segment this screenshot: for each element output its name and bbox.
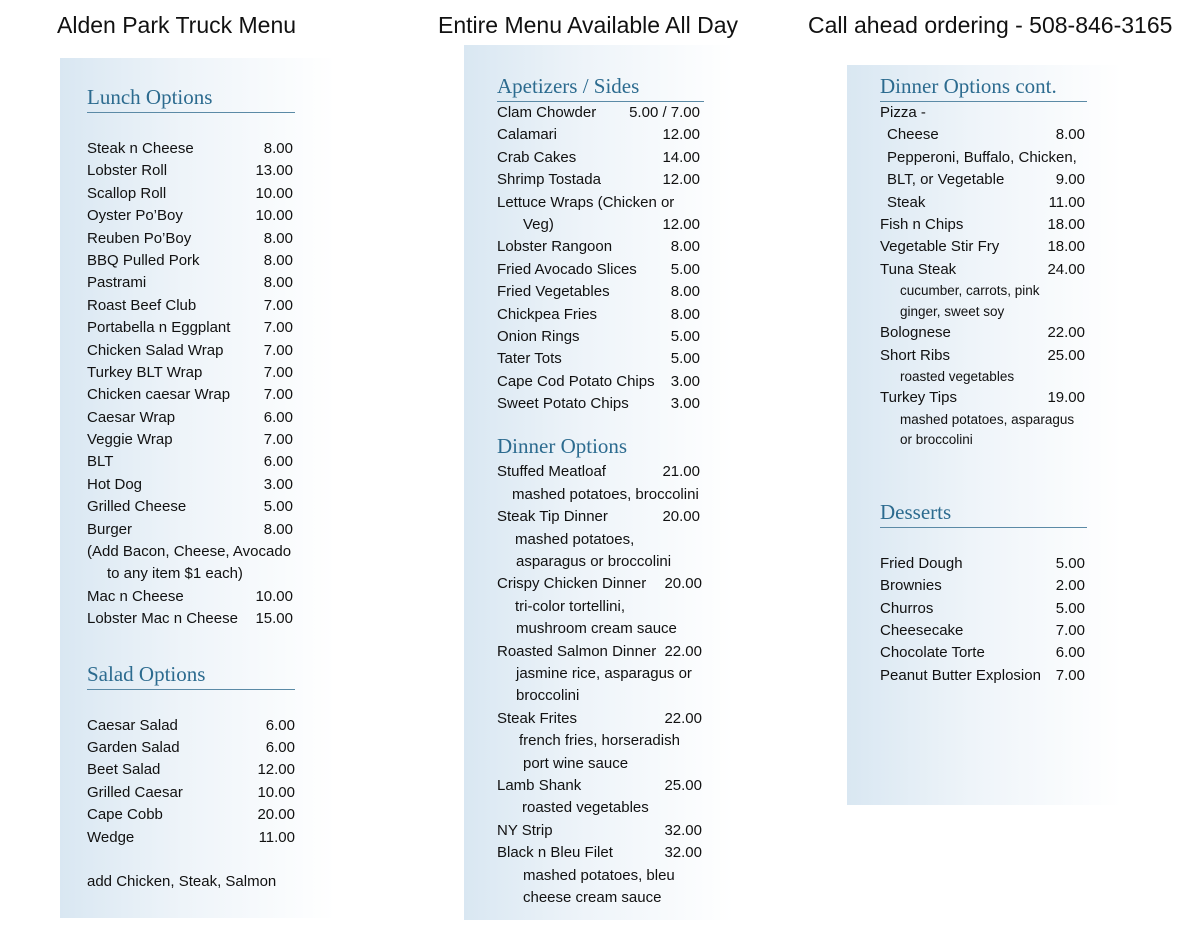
item-price: 8.00 xyxy=(263,520,293,538)
item-name: Cheesecake xyxy=(880,621,964,639)
menu-item xyxy=(87,827,295,849)
menu-item xyxy=(497,304,704,326)
item-price: 6.00 xyxy=(1055,644,1085,662)
salad-addon-note: add Chicken, Steak, Salmon xyxy=(87,872,277,890)
menu-item xyxy=(87,295,295,317)
column-center xyxy=(497,73,704,909)
item-name: Brownies xyxy=(880,577,942,595)
dinner-options-heading: Dinner Options xyxy=(497,434,628,459)
item-price: 11.00 xyxy=(1048,193,1085,211)
menu-item xyxy=(497,259,704,281)
menu-item xyxy=(497,124,704,146)
item-name: Shrimp Tostada xyxy=(497,171,601,189)
item-price: 5.00 xyxy=(670,350,700,368)
item-price: 10.00 xyxy=(255,184,293,202)
menu-item xyxy=(87,496,295,518)
item-price: 3.00 xyxy=(670,372,700,390)
item-name: Scallop Roll xyxy=(87,184,167,202)
item-description: jasmine rice, asparagus or xyxy=(516,664,692,682)
item-name: Turkey Tips xyxy=(880,389,957,407)
item-name: BBQ Pulled Pork xyxy=(87,251,200,269)
item-name: Grilled Cheese xyxy=(87,498,187,516)
menu-item xyxy=(497,169,704,191)
menu-item xyxy=(497,506,704,528)
item-price: 8.00 xyxy=(263,229,293,247)
item-description: mushroom cream sauce xyxy=(516,620,677,638)
item-name: Pastrami xyxy=(87,274,147,292)
menu-item xyxy=(880,322,1087,344)
item-description: roasted vegetables xyxy=(522,799,649,817)
lettuce-wraps-price: 12.00 xyxy=(662,215,700,233)
menu-item xyxy=(87,429,295,451)
item-price: 5.00 xyxy=(1055,599,1085,617)
item-name: Tater Tots xyxy=(497,350,562,368)
column-left xyxy=(87,84,295,893)
item-name: Lobster Mac n Cheese xyxy=(87,610,238,628)
menu-item xyxy=(497,236,704,258)
menu-item xyxy=(497,348,704,370)
menu-item xyxy=(497,281,704,303)
menu-item xyxy=(880,620,1087,642)
item-price: 9.00 xyxy=(1055,171,1085,189)
item-description: roasted vegetables xyxy=(900,368,1015,384)
lunch-options-heading: Lunch Options xyxy=(87,84,295,113)
item-name: Peanut Butter Explosion xyxy=(880,666,1041,684)
menu-item xyxy=(87,317,295,339)
item-name: Chicken Salad Wrap xyxy=(87,341,224,359)
item-price: 8.00 xyxy=(1055,126,1085,144)
item-description: asparagus or broccolini xyxy=(516,553,672,571)
menu-item xyxy=(87,362,295,384)
item-description: mashed potatoes, asparagus xyxy=(900,411,1075,427)
item-name: Steak xyxy=(887,193,926,211)
item-name: Onion Rings xyxy=(497,327,580,345)
menu-item xyxy=(87,451,295,473)
column-right xyxy=(880,73,1087,687)
item-price: 19.00 xyxy=(1047,389,1085,407)
menu-item xyxy=(87,272,295,294)
item-description: mashed potatoes, bleu xyxy=(523,866,675,884)
item-name: BLT, or Vegetable xyxy=(887,171,1005,189)
item-price: 5.00 xyxy=(670,327,700,345)
item-price: 15.00 xyxy=(255,610,293,628)
item-price: 22.00 xyxy=(664,709,702,727)
item-price: 20.00 xyxy=(257,806,295,824)
item-price: 5.00 xyxy=(263,498,293,516)
menu-item xyxy=(87,205,295,227)
item-name: Mac n Cheese xyxy=(87,587,184,605)
item-name: Portabella n Eggplant xyxy=(87,319,231,337)
menu-item xyxy=(497,371,704,393)
item-price: 8.00 xyxy=(670,305,700,323)
item-name: Wedge xyxy=(87,828,135,846)
item-name: Crispy Chicken Dinner xyxy=(497,575,647,593)
dinner-cont-items-list xyxy=(880,102,1087,451)
menu-title: Alden Park Truck Menu xyxy=(57,12,297,38)
item-name: Steak Tip Dinner xyxy=(497,508,608,526)
item-price: 10.00 xyxy=(255,207,293,225)
item-name: Crab Cakes xyxy=(497,148,577,166)
item-price: 25.00 xyxy=(1047,346,1085,364)
item-name: Veggie Wrap xyxy=(87,431,173,449)
item-name: Bolognese xyxy=(880,324,951,342)
item-name: Chicken caesar Wrap xyxy=(87,386,231,404)
item-name: Short Ribs xyxy=(880,346,951,364)
item-name: Roasted Salmon Dinner xyxy=(497,642,657,660)
item-name: Caesar Wrap xyxy=(87,408,176,426)
menu-item xyxy=(87,586,295,608)
item-name: Cheese xyxy=(887,126,939,144)
item-price: 8.00 xyxy=(263,140,293,157)
menu-item xyxy=(880,345,1087,367)
item-price: 13.00 xyxy=(255,162,293,180)
item-name: Fried Vegetables xyxy=(497,283,610,301)
menu-item xyxy=(880,102,1087,124)
item-price: 18.00 xyxy=(1047,215,1085,233)
item-price: 21.00 xyxy=(662,463,700,481)
item-price: 32.00 xyxy=(664,844,702,862)
menu-item xyxy=(87,519,295,541)
item-price: 12.00 xyxy=(662,171,700,189)
item-name: Fish n Chips xyxy=(880,215,964,233)
item-price: 12.00 xyxy=(662,126,700,144)
menu-item xyxy=(880,598,1087,620)
menu-item xyxy=(497,708,704,730)
item-price: 5.00 / 7.00 xyxy=(629,104,700,121)
menu-item xyxy=(87,183,295,205)
item-name: Lamb Shank xyxy=(497,776,582,794)
item-description: cheese cream sauce xyxy=(523,888,662,906)
menu-item xyxy=(880,236,1087,258)
item-price: 7.00 xyxy=(263,386,293,404)
menu-item xyxy=(880,665,1087,687)
item-description: french fries, horseradish xyxy=(519,732,680,750)
item-name: Oyster Po’Boy xyxy=(87,207,183,225)
item-price: 22.00 xyxy=(1047,324,1085,342)
item-price: 6.00 xyxy=(265,716,295,734)
item-description: ginger, sweet soy xyxy=(900,303,1005,319)
item-price: 8.00 xyxy=(670,238,700,256)
dinner-cont-heading: Dinner Options cont. xyxy=(880,73,1087,102)
item-name: Fried Dough xyxy=(880,554,963,572)
item-price: 7.00 xyxy=(1055,666,1085,684)
menu-item xyxy=(87,138,295,160)
item-price: 32.00 xyxy=(664,821,702,839)
menu-item xyxy=(880,575,1087,597)
menu-item xyxy=(87,340,295,362)
item-price: 3.00 xyxy=(670,395,700,413)
item-price: 10.00 xyxy=(255,587,293,605)
item-name: Calamari xyxy=(497,126,558,144)
menu-item xyxy=(497,775,704,797)
menu-item xyxy=(497,393,704,415)
item-name: Hot Dog xyxy=(87,475,143,493)
item-price: 7.00 xyxy=(263,341,293,359)
menu-item xyxy=(87,228,295,250)
menu-item xyxy=(87,474,295,496)
menu-item xyxy=(880,124,1087,146)
item-price: 10.00 xyxy=(257,783,295,801)
item-name: Chickpea Fries xyxy=(497,305,598,323)
item-price: 6.00 xyxy=(263,408,293,426)
item-name: Cape Cobb xyxy=(87,806,163,824)
menu-item xyxy=(880,642,1087,664)
item-price: 7.00 xyxy=(263,431,293,449)
menu-item xyxy=(880,553,1087,575)
item-price: 25.00 xyxy=(664,776,702,794)
item-price: 2.00 xyxy=(1055,577,1085,595)
menu-item xyxy=(87,407,295,429)
item-name: Garden Salad xyxy=(87,738,180,756)
item-name: Caesar Salad xyxy=(87,716,178,734)
menu-item xyxy=(87,759,295,781)
menu-item xyxy=(87,160,295,182)
item-price: 8.00 xyxy=(670,283,700,301)
menu-item xyxy=(880,259,1087,281)
menu-item xyxy=(880,169,1087,191)
dessert-items-list xyxy=(880,553,1087,687)
item-name: Lobster Roll xyxy=(87,162,168,180)
lunch-addon-note: (Add Bacon, Cheese, Avocado xyxy=(87,543,292,561)
item-name: Fried Avocado Slices xyxy=(497,260,637,278)
item-description: mashed potatoes, xyxy=(515,530,635,548)
item-price: 5.00 xyxy=(670,260,700,278)
menu-item xyxy=(87,250,295,272)
item-price: 24.00 xyxy=(1047,260,1085,278)
salad-options-heading: Salad Options xyxy=(87,661,295,690)
item-name: Grilled Caesar xyxy=(87,783,183,801)
item-price: 7.00 xyxy=(1055,621,1085,639)
item-name: Steak n Cheese xyxy=(87,140,194,157)
menu-item xyxy=(880,214,1087,236)
item-name: Sweet Potato Chips xyxy=(497,395,629,413)
lettuce-wraps-name-2: Veg) xyxy=(523,215,554,233)
item-name: Clam Chowder xyxy=(497,104,597,121)
item-name: NY Strip xyxy=(497,821,553,839)
item-description: mashed potatoes, broccolini xyxy=(512,485,699,503)
item-price: 6.00 xyxy=(263,453,293,471)
item-price: 8.00 xyxy=(263,251,293,269)
item-name: Lobster Rangoon xyxy=(497,238,613,256)
item-name: Pizza - xyxy=(880,104,926,121)
item-price: 7.00 xyxy=(263,319,293,337)
lettuce-wraps-item xyxy=(497,214,704,236)
item-name: Black n Bleu Filet xyxy=(497,844,613,862)
menu-item xyxy=(87,737,295,759)
menu-item xyxy=(87,782,295,804)
salad-items-list xyxy=(87,715,295,849)
item-name: Cape Cod Potato Chips xyxy=(497,372,655,390)
menu-item xyxy=(497,326,704,348)
item-name: Tuna Steak xyxy=(880,260,957,278)
dinner-items-list xyxy=(497,461,704,909)
item-price: 12.00 xyxy=(257,761,295,779)
item-name: Beet Salad xyxy=(87,761,161,779)
availability-notice: Entire Menu Available All Day xyxy=(438,12,739,38)
item-description: cucumber, carrots, pink xyxy=(900,283,1040,299)
item-name: Chocolate Torte xyxy=(880,644,985,662)
appetizer-items-list-2 xyxy=(497,236,704,415)
menu-item xyxy=(880,387,1087,409)
menu-item xyxy=(497,102,704,124)
item-price: 22.00 xyxy=(664,642,702,660)
item-description: tri-color tortellini, xyxy=(515,597,626,615)
item-name: Roast Beef Club xyxy=(87,296,197,314)
item-price: 7.00 xyxy=(263,296,293,314)
menu-item xyxy=(497,573,704,595)
item-name: BLT xyxy=(87,453,114,471)
menu-item xyxy=(497,842,704,864)
item-price: 8.00 xyxy=(263,274,293,292)
lunch-addon-note-2: to any item $1 each) xyxy=(107,565,243,583)
item-name: Stuffed Meatloaf xyxy=(497,463,606,481)
menu-item xyxy=(87,608,295,630)
menu-item xyxy=(87,804,295,826)
item-price: 18.00 xyxy=(1047,238,1085,256)
item-price: 11.00 xyxy=(258,828,295,846)
call-ahead-phone: Call ahead ordering - 508-846-3165 xyxy=(808,12,1173,38)
item-price: 6.00 xyxy=(265,738,295,756)
item-price: 3.00 xyxy=(263,475,293,493)
item-price: 20.00 xyxy=(662,508,700,526)
item-name: Turkey BLT Wrap xyxy=(87,363,203,381)
item-name: Vegetable Stir Fry xyxy=(880,238,1000,256)
lettuce-wraps-name: Lettuce Wraps (Chicken or xyxy=(497,193,675,211)
item-name: Steak Frites xyxy=(497,709,578,727)
item-name: Reuben Po’Boy xyxy=(87,229,192,247)
appetizer-items-list xyxy=(497,102,704,192)
item-name: Burger xyxy=(87,520,133,538)
item-price: 14.00 xyxy=(662,148,700,166)
item-price: 7.00 xyxy=(263,363,293,381)
menu-item xyxy=(87,715,295,737)
appetizers-heading: Apetizers / Sides xyxy=(497,73,704,102)
item-price: 20.00 xyxy=(664,575,702,593)
desserts-heading: Desserts xyxy=(880,499,1087,528)
menu-item xyxy=(497,641,704,663)
menu-item xyxy=(497,147,704,169)
menu-item xyxy=(87,384,295,406)
menu-item xyxy=(497,461,704,483)
menu-item xyxy=(880,192,1087,214)
mac-items-list xyxy=(87,586,295,631)
menu-item xyxy=(497,820,704,842)
item-description: or broccolini xyxy=(900,432,973,448)
item-price: 5.00 xyxy=(1055,554,1085,572)
item-name: Churros xyxy=(880,599,934,617)
lunch-items-list xyxy=(87,138,295,541)
item-description: Pepperoni, Buffalo, Chicken, xyxy=(887,148,1077,166)
item-description: broccolini xyxy=(516,687,580,705)
item-description: port wine sauce xyxy=(523,754,629,772)
